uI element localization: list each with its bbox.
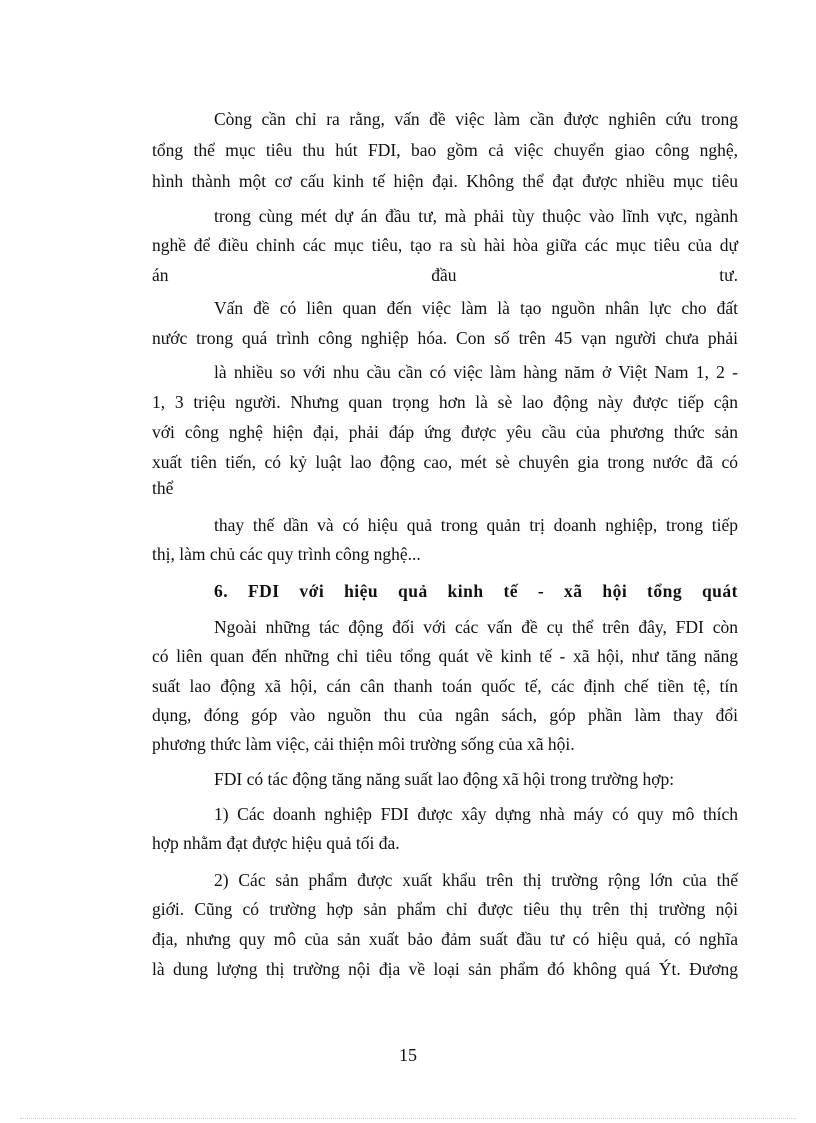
text-line: địa, nhưng quy mô của sản xuất bảo đảm suất đầu tư có hiệu quả, có nghĩa [152,929,738,949]
text-line: hình thành một cơ cấu kinh tế hiện đại. Không thể đạt được nhiều mục tiêu [152,171,738,191]
text-line: thị, làm chủ các quy trình công nghệ... [152,544,421,564]
text-line: là nhiều so với nhu cầu cần có việc làm hàng năm ở Việt Nam 1, 2 - [214,362,738,382]
text-line: có liên quan đến những chỉ tiêu tổng quát về kinh tế - xã hội, như tăng năng [152,646,738,666]
text-line: 1, 3 triệu người. Nhưng quan trọng hơn là sè lao động này được tiếp cận [152,392,738,412]
text-line: thay thế dần và có hiệu quả trong quản trị doanh nghiệp, trong tiếp [214,515,738,535]
text-line: 1) Các doanh nghiệp FDI được xây dựng nhà máy có quy mô thích [214,804,738,824]
text-line: giới. Cũng có trường hợp sản phẩm chỉ được tiêu thụ trên thị trường nội [152,899,738,919]
text-line: là dung lượng thị trường nội địa về loại sản phẩm đó không quá Ýt. Đương [152,959,738,979]
page-number: 15 [399,1045,417,1065]
text-line: nghề để điều chỉnh các mục tiêu, tạo ra sù hài hòa giữa các mục tiêu của dự [152,235,738,255]
text-line: suất lao động xã hội, cán cân thanh toán quốc tế, các định chế tiền tệ, tín [152,676,738,696]
text-line: Còng cần chỉ ra rằng, vấn đề việc làm cần được nghiên cứu trong [214,109,738,129]
text-line: án đầu tư. [152,265,738,285]
text-line: thể [152,478,174,498]
text-line: FDI có tác động tăng năng suất lao động xã hội trong trường hợp: [214,769,675,789]
text-line: hợp nhằm đạt được hiệu quả tối đa. [152,833,400,853]
text-line: xuất tiên tiến, có kỷ luật lao động cao, mét sè chuyên gia trong nước đã có [152,452,738,472]
text-line: Ngoài những tác động đối với các vấn đề cụ thể trên đây, FDI còn [214,617,738,637]
page-bottom-divider [20,1118,796,1119]
text-line: dụng, đóng góp vào nguồn thu của ngân sách, góp phần làm thay đổi [152,705,738,725]
text-line: Vấn đề có liên quan đến việc làm là tạo nguồn nhân lực cho đất [214,298,738,318]
section-heading: 6. FDI với hiệu quả kinh tế - xã hội tổng quát [214,581,738,601]
text-line: trong cùng mét dự án đầu tư, mà phải tùy thuộc vào lĩnh vực, ngành [214,206,738,226]
text-line: nước trong quá trình công nghiệp hóa. Con số trên 45 vạn người chưa phải [152,328,738,348]
text-line: với công nghệ hiện đại, phải đáp ứng được yêu cầu của phương thức sản [152,422,738,442]
text-line: 2) Các sản phẩm được xuất khẩu trên thị trường rộng lớn của thế [214,870,738,890]
text-line: tổng thể mục tiêu thu hút FDI, bao gồm cả việc chuyển giao công nghệ, [152,140,738,160]
text-line: phương thức làm việc, cải thiện môi trường sống của xã hội. [152,734,575,754]
